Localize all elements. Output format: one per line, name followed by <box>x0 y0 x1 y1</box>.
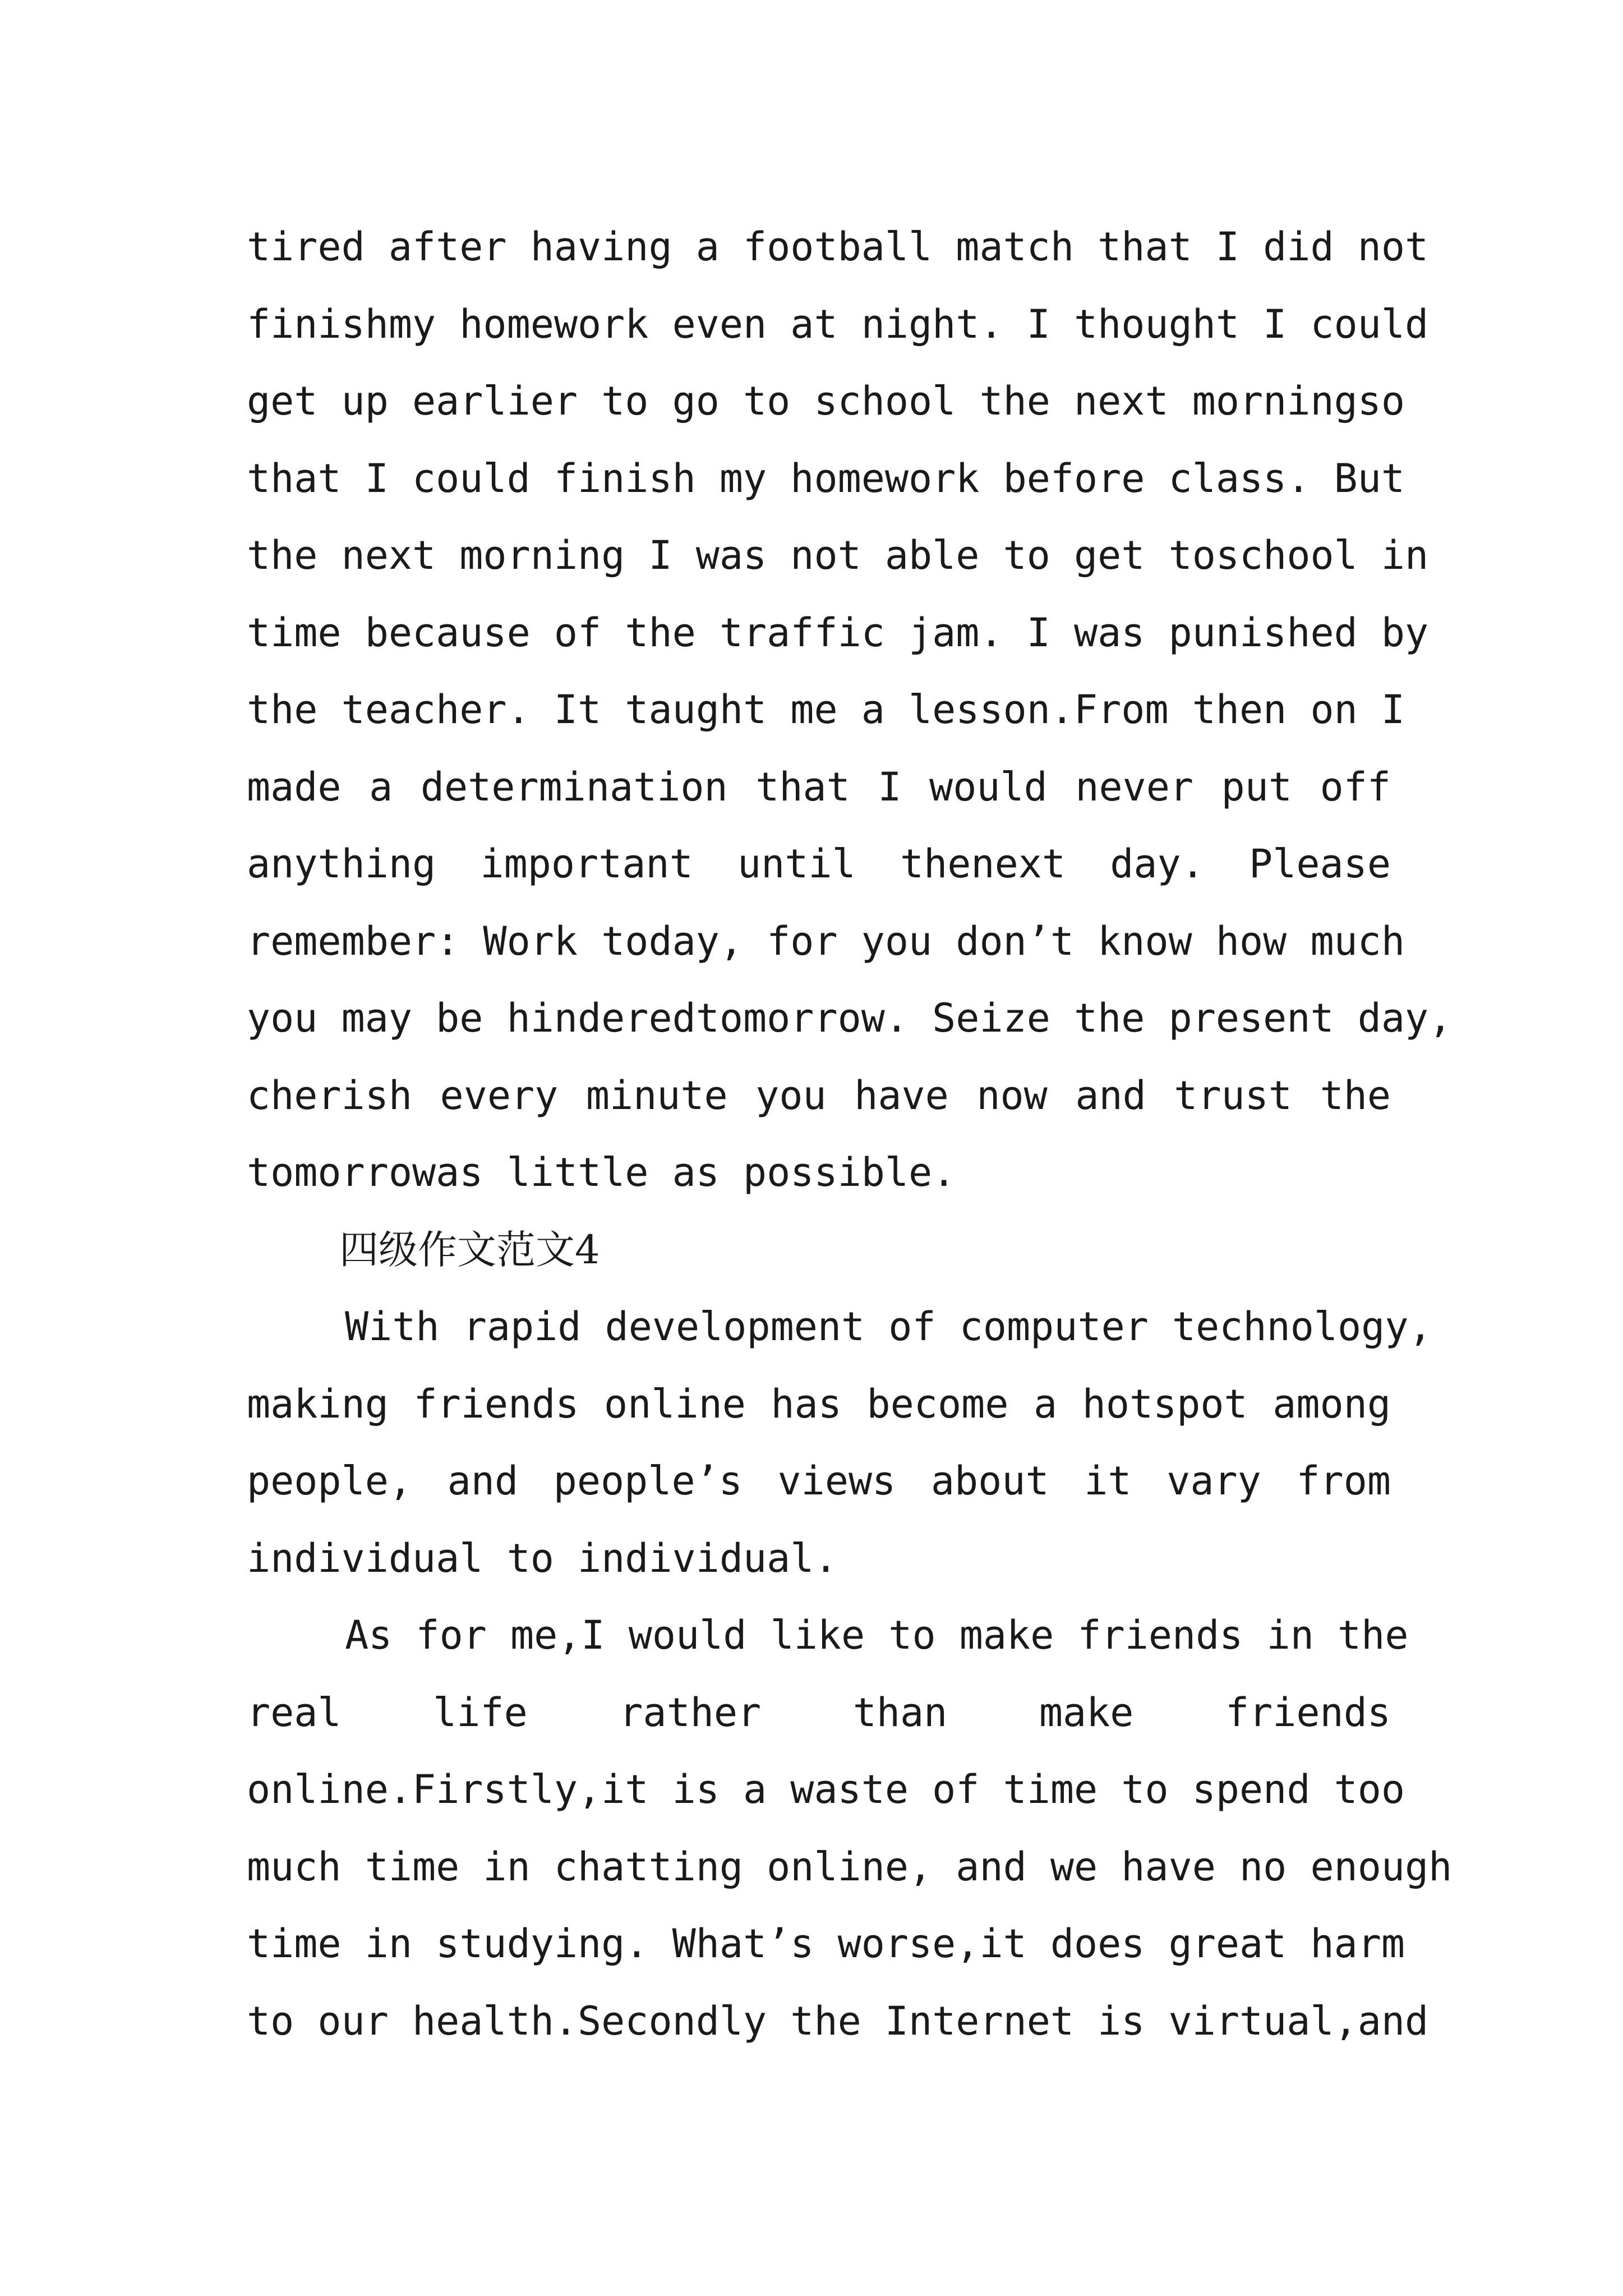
paragraph-3-line: time in studying. What’s worse,it does great harm <box>247 1921 1405 1967</box>
paragraph-1-line: get up earlier to go to school the next morningso <box>247 378 1405 424</box>
paragraph-1-line: made a determination that I would never put off <box>247 763 1391 810</box>
paragraph-3-line: real life rather than make friends <box>247 1689 1391 1736</box>
paragraph-2-line: individual to individual. <box>247 1535 838 1581</box>
paragraph-2-line: people, and people’s views about it vary from <box>247 1458 1391 1504</box>
essay-text <box>247 209 1453 2060</box>
paragraph-2-line: With rapid development of computer technology, <box>345 1304 1432 1350</box>
paragraph-1-line: time because of the traffic jam. I was punished by <box>247 609 1429 656</box>
paragraph-1-line: remember: Work today, for you don’t know how much <box>247 918 1405 964</box>
paragraph-1-line: tomorrowas little as possible. <box>247 1149 956 1195</box>
paragraph-3-line: to our health.Secondly the Internet is virtual,and <box>247 1998 1429 2044</box>
paragraph-1-line: the teacher. It taught me a lesson.From then on I <box>247 687 1405 733</box>
paragraph-3-line: online.Firstly,it is a waste of time to spend too <box>247 1766 1405 1812</box>
paragraph-1-line: finishmy homework even at night. I thought I could <box>247 301 1429 347</box>
paragraph-1-line: anything important until thenext day. Please <box>247 841 1391 887</box>
paragraph-1-line: you may be hinderedtomorrow. Seize the present day, <box>247 995 1453 1041</box>
section-heading: 四级作文范文4 <box>339 1226 600 1273</box>
paragraph-2-line: making friends online has become a hotspot among <box>247 1381 1391 1427</box>
paragraph-3-line: much time in chatting online, and we have no enough <box>247 1843 1453 1890</box>
paragraph-3-line: As for me,I would like to make friends in the <box>345 1612 1409 1658</box>
paragraph-1-line: cherish every minute you have now and trust the <box>247 1072 1391 1119</box>
paragraph-1-line: tired after having a football match that I did not <box>247 224 1429 270</box>
paragraph-1-line: the next morning I was not able to get toschool in <box>247 532 1429 578</box>
paragraph-1-line: that I could finish my homework before class. But <box>247 455 1405 501</box>
